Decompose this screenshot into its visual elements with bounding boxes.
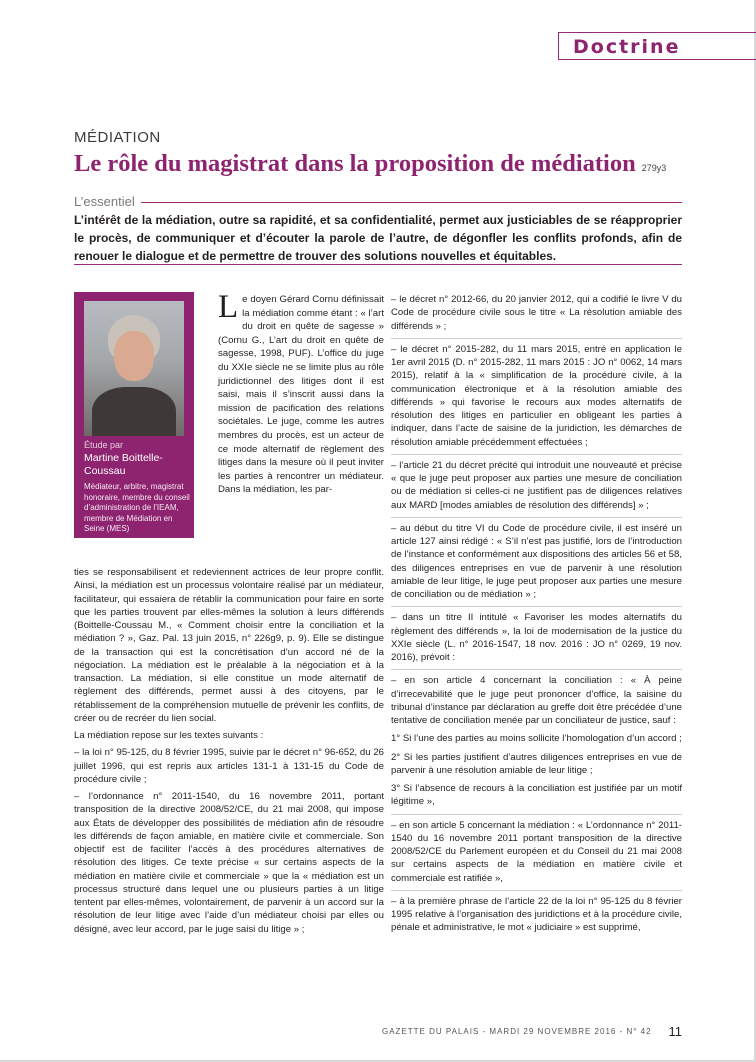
- paragraph: – au début du titre VI du Code de procédure civile, il est inséré un article 127 ainsi rédigé : « S’il n’est pas justifié, lors de l’introduction de l’instance et conformément aux dispositions des articles 56 et 58, des diligences entreprises en vue de parvenir à une résolution amiable de leur litige, le juge peut proposer aux parties une mesure de conciliation ou de médiation » ;: [391, 522, 682, 600]
- divider: [391, 669, 682, 670]
- author-name: Martine Boittelle-Coussau: [84, 452, 163, 477]
- article-title-text: Le rôle du magistrat dans la proposition de médiation: [74, 150, 636, 177]
- page-footer: [382, 1024, 682, 1039]
- divider: [391, 890, 682, 891]
- essentiel-summary: L’intérêt de la médiation, outre sa rapidité, et sa confidentialité, permet aux justiciables de se réapproprier le procès, de communiquer et d’écouter la parole de l’autre, de dégonfler les conflits profonds, afin de renouer le dialogue et de permettre de trouver des solutions nouvelles et équitables.: [74, 213, 682, 263]
- paragraph: – la loi n° 95-125, du 8 février 1995, suivie par le décret n° 96-652, du 26 juillet 1996, qui est repris aux articles 131-1 à 131-15 du Code de procédure civile ;: [74, 747, 384, 785]
- paragraph: La médiation repose sur les textes suivants :: [74, 730, 264, 741]
- author-study-label: Étude par: [84, 440, 124, 450]
- intro-paragraph: [218, 289, 384, 497]
- drop-cap: L: [218, 289, 239, 325]
- paragraph: 2° Si les parties justifient d’autres diligences entreprises en vue de parvenir à une résolution amiable de leur litige ;: [391, 751, 682, 776]
- section-tab: Doctrine: [558, 32, 756, 60]
- rubric-label: MÉDIATION: [74, 129, 161, 146]
- paragraph: 3° Si l’absence de recours à la conciliation est justifiée par un motif légitime »,: [391, 783, 682, 808]
- article-reference: 279y3: [641, 163, 667, 173]
- paragraph: – en son article 4 concernant la conciliation : « À peine d’irrecevabilité que le juge peut prononcer d’office, la saisine du tribunal d’instance par déclaration au greffe doit être précédée d’une tentative de conciliation menée par un conciliateur de justice, sauf :: [391, 675, 682, 726]
- essentiel-header: [74, 193, 682, 209]
- right-column: [391, 293, 682, 940]
- author-photo: [84, 301, 184, 436]
- author-description: Médiateur, arbitre, magistrat honoraire, membre du conseil d’administration de l’IEAM, membre de Médiation en Seine (MES): [84, 482, 190, 533]
- essentiel-bottom-rule: [74, 264, 682, 265]
- divider: [391, 338, 682, 339]
- left-column: [74, 566, 384, 940]
- paragraph: – le décret n° 2012-66, du 20 janvier 2012, qui a codifié le livre V du Code de procédure civile sous le titre « La résolution amiable des différends » ;: [391, 294, 682, 332]
- paragraph: – le décret n° 2015-282, du 11 mars 2015, entré en application le 1er avril 2015 (D. n° 2015-282, 11 mars 2015 : JO n° 0062, 14 mars 2015), relatif à la « simplification de la procédure civile, à la communication électronique et à la résolution amiable des différends » qui favorise le recours aux modes alternatifs de résolution des litiges en particulier en obligeant les parties à indiquer, dans l’acte de saisine de la juridiction, les démarches de résolution amiable précédemment effectuées ;: [391, 343, 682, 448]
- page-number: 11: [668, 1024, 682, 1039]
- author-box: [74, 292, 194, 538]
- paragraph: – dans un titre II intitulé « Favoriser les modes alternatifs du règlement des différends », la loi de modernisation de la justice du XXIe siècle (L. n° 2016-1547, 18 nov. 2016 : JO n° 0269, 19 nov. 2016), prévoit :: [391, 612, 682, 663]
- article-title: [74, 150, 714, 178]
- divider: [391, 517, 682, 518]
- paragraph: – en son article 5 concernant la médiation : « L’ordonnance n° 2011-1540 du 16 novembre 2011 portant transposition de la directive 2008/52/CE du Parlement européen et du Conseil du 21 mai 2008 sur certains aspects de la médiation en matière civile et commerciale est ratifiée »,: [391, 819, 682, 884]
- divider: [391, 814, 682, 815]
- essentiel-header-rule: [74, 202, 682, 203]
- intro-text: e doyen Gérard Cornu définissait la médiation comme étant : « l’art du droit en quête de sagesse » (Cornu G., L’art du droit en quête de sagesse, 1998, PUF). L’office du juge du XXIe siècle ne se limite plus au rôle juridictionnel des litiges dont il est saisi, mais il s’inscrit aussi dans la mission de pacification des relations sociétales. Le juge, comme les autres membres du procès, est un acteur de ce mode alternatif de règlement des litiges dans la mesure où il peut inviter les parties à rencontrer un médiateur. Dans la médiation, les par-: [218, 294, 384, 496]
- divider: [391, 454, 682, 455]
- divider: [391, 606, 682, 607]
- paragraph: ties se responsabilisent et redeviennent actrices de leur propre conflit. Ainsi, la médiation est un processus volontaire réalisé par un médiateur, facilitateur, qui essaiera de rétablir la communication pour faire en sorte que les parties trouvent par elles-mêmes la solution à leurs différends (Boittelle-Coussau M., « Comment choisir entre la conciliation et la médiation ? », Gaz. Pal. 13 juin 2015, n° 226g9, p. 9). Elle se distingue de la transaction qui est la concrétisation d’un accord né de la négociation. La médiation est le préalable à la négociation et à la transaction. La médiation, si elle constitue un mode alternatif de règlement des différends, permet aussi à des citoyens, par le rétablissement de la compréhension mutuelle de prévenir les conflits, de créer ou de recréer du lien social.: [74, 567, 384, 724]
- paragraph: – l’ordonnance n° 2011-1540, du 16 novembre 2011, portant transposition de la directive 2008/52/CE, du 21 mai 2008, qui impose aux États de développer des possibilités de médiation afin de résoudre les différends de façon amiable, en matière civile et commerciale. Son objectif est de faciliter l’accès à des procédures alternatives de résolution des litiges. Ce texte précise « sur certains aspects de la médiation en matière civile et commerciale » que la « médiation est un processus structuré dans lequel une ou plusieurs parties à un litige tentent par elles-mêmes, volontairement, de parvenir à un accord sur la résolution de leur litige avec l’aide d’un médiateur choisi par elles ou désigné, avec leur accord, par le juge saisi du litige » ;: [74, 791, 384, 935]
- footer-publication: GAZETTE DU PALAIS - MARDI 29 NOVEMBRE 2016 - N° 42: [382, 1027, 652, 1036]
- paragraph: – l’article 21 du décret précité qui introduit une nouveauté et précise « que le juge peut proposer aux parties une mesure de conciliation ou de médiation si celles-ci ne justifient pas de diligences relatives aux MARD [modes amiables de résolution des différends] » ;: [391, 459, 682, 511]
- paragraph: – à la première phrase de l’article 22 de la loi n° 95-125 du 8 février 1995 relative à l’organisation des juridictions et à la procédure civile, pénale et administrative, le mot « judiciaire » est supprimé,: [391, 895, 682, 934]
- essentiel-label: L’essentiel: [74, 194, 141, 209]
- paragraph: 1° Si l’une des parties au moins sollicite l’homologation d’un accord ;: [391, 733, 682, 745]
